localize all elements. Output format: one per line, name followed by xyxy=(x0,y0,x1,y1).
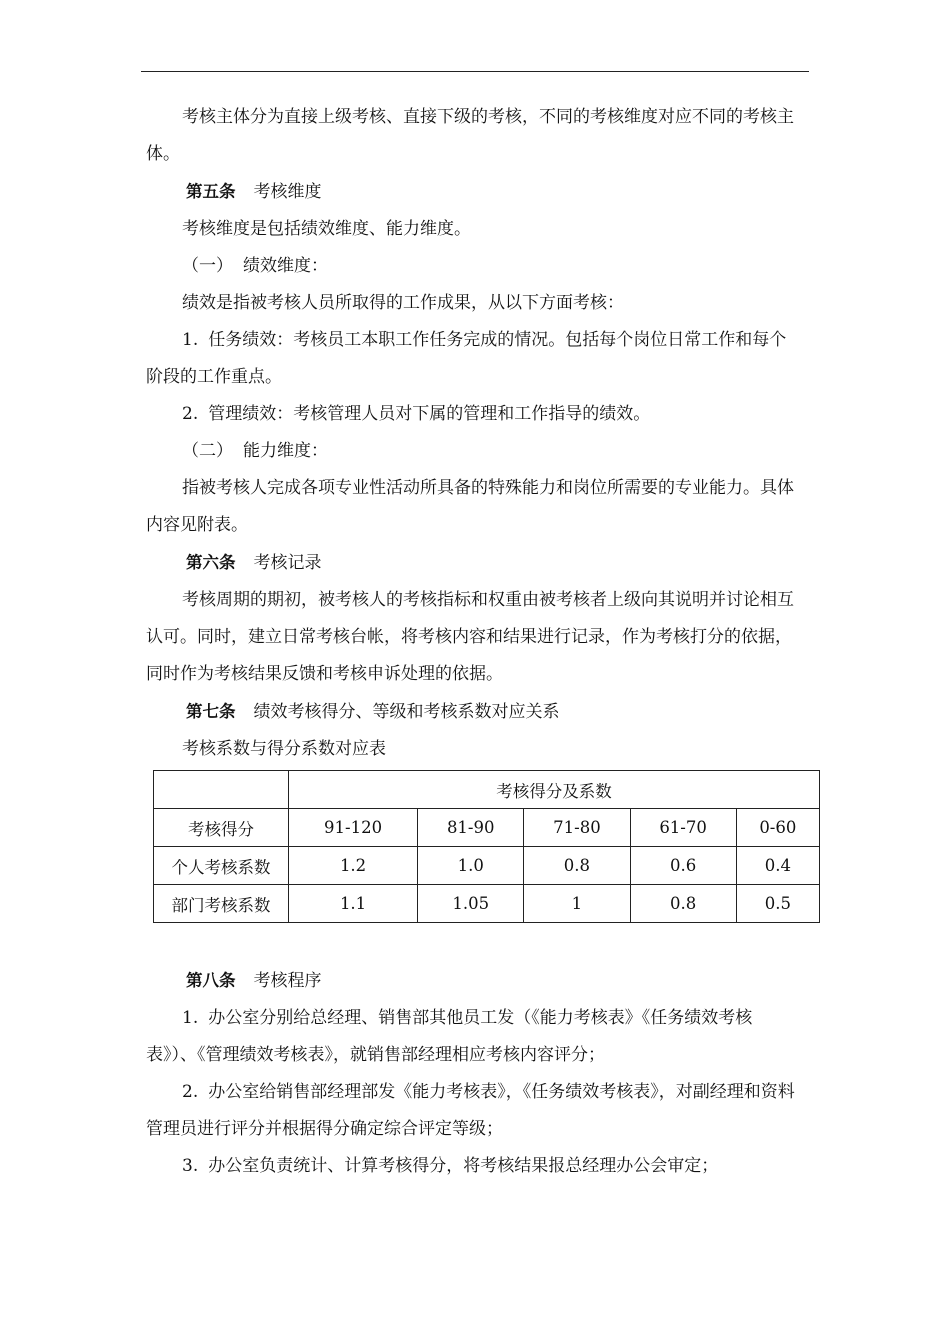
article-5-title: 考核维度 xyxy=(253,182,322,202)
table-group-header: 考核得分及系数 xyxy=(289,771,820,809)
table-row xyxy=(154,847,820,885)
table-header-row xyxy=(154,771,820,809)
coefficient-table xyxy=(153,770,820,923)
list-item xyxy=(146,322,796,396)
subsection-2-number: （二） xyxy=(182,441,233,461)
article-7-heading xyxy=(146,693,796,731)
subsection-1-heading xyxy=(146,248,796,285)
list-item-text: 办公室负责统计、计算考核得分，将考核结果报总经理办公会审定； xyxy=(208,1156,719,1176)
table-cell: 91-120 xyxy=(289,809,418,847)
table-cell: 1.05 xyxy=(418,885,524,923)
table-row xyxy=(154,885,820,923)
paragraph-subjects: 考核主体分为直接上级考核、直接下级的考核，不同的考核维度对应不同的考核主体。 xyxy=(146,107,794,164)
article-5-number: 第五条 xyxy=(186,182,236,201)
list-item-number: 2. xyxy=(182,1082,199,1102)
article-8-title: 考核程序 xyxy=(253,971,322,991)
table-cell: 0.5 xyxy=(736,885,819,923)
paragraph-ability: 指被考核人完成各项专业性活动所具备的特殊能力和岗位所需要的专业能力。具体内容见附表。 xyxy=(146,478,794,535)
table-cell: 0.8 xyxy=(630,885,736,923)
article-7-number: 第七条 xyxy=(186,702,236,721)
table-cell: 71-80 xyxy=(524,809,630,847)
list-item xyxy=(146,1074,796,1148)
list-item-number: 2. xyxy=(182,404,199,424)
article-6-number: 第六条 xyxy=(186,553,236,572)
list-item xyxy=(146,1148,796,1185)
subsection-2-heading xyxy=(146,433,796,470)
paragraph-performance: 绩效是指被考核人员所取得的工作成果，从以下方面考核： xyxy=(182,293,624,313)
list-item-text: 任务绩效：考核员工本职工作任务完成的情况。包括每个岗位日常工作和每个阶段的工作重点。 xyxy=(146,330,787,387)
paragraph-dimensions: 考核维度是包括绩效维度、能力维度。 xyxy=(182,219,471,239)
article-6-title: 考核记录 xyxy=(253,553,322,573)
table-row-label: 个人考核系数 xyxy=(154,847,289,885)
table-row-label: 部门考核系数 xyxy=(154,885,289,923)
table-cell: 1.2 xyxy=(289,847,418,885)
article-5-heading xyxy=(146,173,796,211)
list-item xyxy=(146,1000,796,1074)
article-7-title: 绩效考核得分、等级和考核系数对应关系 xyxy=(253,702,560,722)
table-cell: 0.4 xyxy=(736,847,819,885)
list-item-number: 1. xyxy=(182,330,199,350)
table-row xyxy=(154,809,820,847)
article-8-number: 第八条 xyxy=(186,971,236,990)
table-cell: 1 xyxy=(524,885,630,923)
body-text xyxy=(146,99,796,768)
table-caption: 考核系数与得分系数对应表 xyxy=(182,739,386,759)
table-cell: 0-60 xyxy=(736,809,819,847)
subsection-1-number: （一） xyxy=(182,256,233,276)
table-cell: 61-70 xyxy=(630,809,736,847)
table-cell: 1.0 xyxy=(418,847,524,885)
body-text-after-table xyxy=(146,962,796,1185)
table-corner-cell xyxy=(154,771,289,809)
table-cell: 0.6 xyxy=(630,847,736,885)
paragraph-record: 考核周期的期初，被考核人的考核指标和权重由被考核者上级向其说明并讨论相互认可。同时，建立日常考核台帐，将考核内容和结果进行记录，作为考核打分的依据，同时作为考核结果反馈和考核申诉处理的依据。 xyxy=(146,590,794,684)
subsection-2-title: 能力维度： xyxy=(243,441,328,461)
header-rule xyxy=(141,71,809,72)
table-cell: 81-90 xyxy=(418,809,524,847)
subsection-1-title: 绩效维度： xyxy=(243,256,328,276)
article-6-heading xyxy=(146,544,796,582)
list-item xyxy=(146,396,796,433)
list-item-text: 办公室分别给总经理、销售部其他员工发（《能力考核表》《任务绩效考核表》）、《管理绩效考核表》，就销售部经理相应考核内容评分； xyxy=(146,1008,753,1065)
table-cell: 1.1 xyxy=(289,885,418,923)
table-row-label: 考核得分 xyxy=(154,809,289,847)
table-cell: 0.8 xyxy=(524,847,630,885)
article-8-heading xyxy=(146,962,796,1000)
list-item-number: 1. xyxy=(182,1008,199,1028)
list-item-text: 管理绩效：考核管理人员对下属的管理和工作指导的绩效。 xyxy=(208,404,651,424)
list-item-text: 办公室给销售部经理部发《能力考核表》，《任务绩效考核表》，对副经理和资料管理员进行评分并根据得分确定综合评定等级； xyxy=(146,1082,795,1139)
list-item-number: 3. xyxy=(182,1156,199,1176)
